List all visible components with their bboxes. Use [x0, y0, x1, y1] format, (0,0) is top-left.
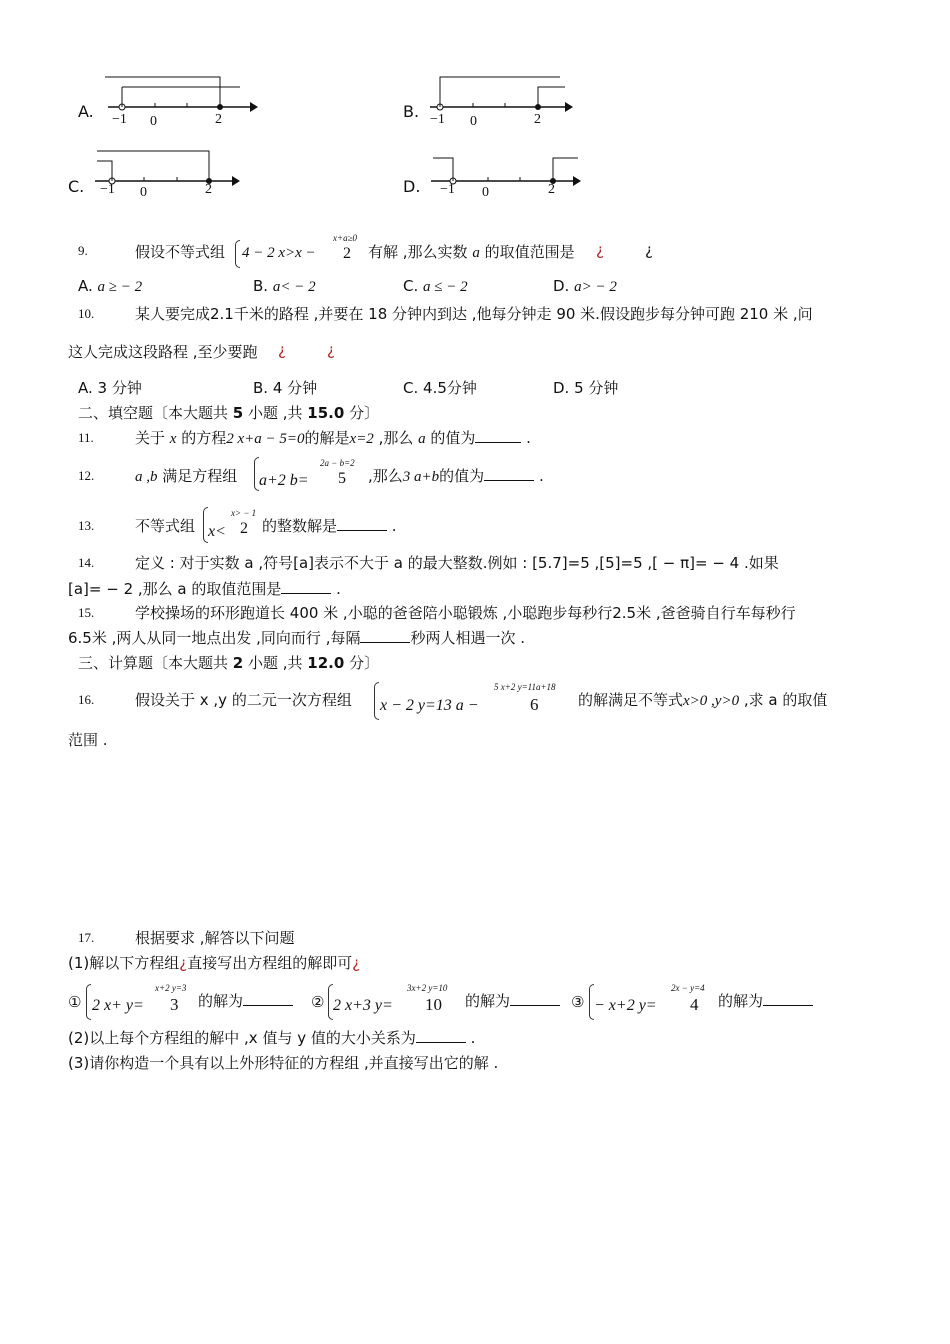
- q10-line2: 这人完成这段路程 ,至少要跑: [68, 343, 258, 361]
- system-main-row: a+2 b=: [259, 472, 309, 489]
- tick-label: 2: [534, 112, 541, 127]
- system-top-row: 2a − b=2: [320, 458, 355, 468]
- answer-blank[interactable]: [337, 529, 387, 531]
- system-top-row: x+a≥0: [333, 233, 358, 243]
- question-number: 14.: [78, 555, 95, 570]
- fraction-denominator: 10: [425, 995, 442, 1014]
- circled-mark: ②: [311, 993, 325, 1011]
- tick-label: 0: [140, 185, 147, 200]
- answer-blank[interactable]: [484, 479, 534, 481]
- circled-mark: ③: [571, 993, 585, 1011]
- system-top-row: 3x+2 y=10: [407, 983, 448, 993]
- question-number: 12.: [78, 468, 95, 483]
- question-number: 9.: [78, 243, 88, 258]
- system-brace: [374, 682, 379, 720]
- question-number: 15.: [78, 605, 95, 620]
- tick-label: −1: [100, 182, 115, 197]
- fraction-denominator: 2: [343, 245, 351, 262]
- q14-line1: 定义 : 对于实数 a ,符号[a]表示不大于 a 的最大整数.例如 : [5.7]=5 ,[5]=5 ,[ − π]= − 4 .如果: [135, 554, 779, 572]
- q16-tail: 的解满足不等式x>0 ,y>0 ,求 a 的取值: [578, 691, 828, 709]
- tick-label: 0: [482, 185, 489, 200]
- number-line-b: [425, 70, 580, 132]
- answer-blank[interactable]: [360, 641, 410, 643]
- system-main-row: x<: [208, 523, 226, 540]
- q14-line2: [a]= − 2 ,那么 a 的取值范围是 .: [68, 580, 341, 598]
- system-brace: [86, 984, 91, 1020]
- q16-lead: 假设关于 x ,y 的二元一次方程组: [135, 691, 352, 709]
- answer-blank[interactable]: [416, 1041, 466, 1043]
- system-main-row: 4 − 2 x>x −: [242, 245, 316, 261]
- q10-option-a[interactable]: A. 3 分钟: [78, 379, 142, 397]
- q10-option-b[interactable]: B. 4 分钟: [253, 379, 318, 397]
- system-top-row: 2x − y=4: [671, 983, 705, 993]
- system-answer: 的解为: [718, 990, 813, 1011]
- question-number: 10.: [78, 306, 95, 321]
- q12-tail: ,那么3 a+b的值为 .: [368, 467, 544, 485]
- circled-mark: ①: [68, 993, 82, 1011]
- tick-label: 2: [548, 182, 555, 197]
- question-number: 16.: [78, 692, 95, 707]
- q15-line2: 6.5米 ,两人从同一地点出发 ,同向而行 ,每隔 秒两人相遇一次 .: [68, 629, 526, 647]
- answer-blank[interactable]: [510, 1004, 560, 1006]
- q10-line1: 某人要完成2.1千米的路程 ,并要在 18 分钟内到达 ,他每分钟走 90 米.假设跑步每分钟可跑 210 米 ,问: [135, 305, 813, 323]
- placeholder-glyph: ¿: [327, 341, 335, 359]
- system-top-row: x+2 y=3: [155, 983, 187, 993]
- section-heading: 三、计算题〔本大题共 2 小题 ,共 12.0 分〕: [78, 654, 380, 672]
- answer-blank[interactable]: [475, 441, 521, 443]
- answer-blank[interactable]: [281, 592, 331, 594]
- tick-label: 0: [470, 114, 477, 129]
- option-a-label[interactable]: A.: [78, 102, 94, 121]
- system-main-row: 2 x+ y=: [92, 997, 144, 1014]
- q13-lead: 不等式组: [135, 517, 196, 535]
- option-c-label[interactable]: C.: [68, 177, 85, 196]
- q9-option-a[interactable]: A. a ≥ − 2: [78, 277, 143, 295]
- tick-label: −1: [440, 182, 455, 197]
- q9-option-d[interactable]: D. a> − 2: [553, 277, 617, 295]
- q9-option-b[interactable]: B. a< − 2: [253, 277, 316, 295]
- tick-label: 2: [215, 112, 222, 127]
- answer-blank[interactable]: [763, 1004, 813, 1006]
- q9-option-c[interactable]: C. a ≤ − 2: [403, 277, 468, 295]
- placeholder-glyph: ¿: [596, 241, 604, 259]
- system-main-row: − x+2 y=: [594, 997, 657, 1014]
- tick-label: −1: [430, 112, 445, 127]
- q9-suffix: 有解 ,那么实数 a 的取值范围是: [368, 243, 575, 261]
- system-answer: 的解为: [198, 990, 293, 1011]
- q10-option-d[interactable]: D. 5 分钟: [553, 379, 619, 397]
- fraction-denominator: 2: [240, 520, 248, 537]
- q17-part2: (2)以上每个方程组的解中 ,x 值与 y 值的大小关系为 .: [68, 1029, 476, 1047]
- number-line-d: [428, 146, 588, 208]
- section-heading: 二、填空题〔本大题共 5 小题 ,共 15.0 分〕: [78, 404, 380, 422]
- system-answer: 的解为: [465, 990, 560, 1011]
- system-main-row: x − 2 y=13 a −: [380, 697, 479, 714]
- fraction-denominator: 5: [338, 470, 346, 487]
- question-number: 17.: [78, 930, 95, 945]
- system-top-row: x> − 1: [231, 508, 257, 518]
- q17-part1: (1)解以下方程组¿直接写出方程组的解即可¿: [68, 954, 361, 972]
- number-line-c: [92, 146, 247, 208]
- q9-prefix: 假设不等式组: [135, 243, 226, 261]
- q10-option-c[interactable]: C. 4.5分钟: [403, 379, 477, 397]
- tick-label: −1: [112, 112, 127, 127]
- question-number: 13.: [78, 518, 95, 533]
- q11-text: 关于 x 的方程2 x+a − 5=0的解是x=2 ,那么 a 的值为 .: [135, 429, 531, 447]
- q17-title: 根据要求 ,解答以下问题: [135, 929, 295, 947]
- system-top-row: 5 x+2 y=11a+18: [494, 682, 556, 692]
- q17-part3: (3)请你构造一个具有以上外形特征的方程组 ,并直接写出它的解 .: [68, 1054, 499, 1072]
- placeholder-glyph: ¿: [278, 341, 286, 359]
- fraction-denominator: 6: [530, 695, 539, 714]
- q16-line2: 范围 .: [68, 731, 108, 749]
- option-b-label[interactable]: B.: [403, 102, 420, 121]
- answer-blank[interactable]: [243, 1004, 293, 1006]
- fraction-denominator: 3: [170, 995, 179, 1014]
- placeholder-glyph: ¿: [645, 241, 653, 259]
- tick-label: 0: [150, 114, 157, 129]
- tick-label: 2: [205, 182, 212, 197]
- fraction-denominator: 4: [690, 995, 699, 1014]
- q13-tail: 的整数解是 .: [262, 517, 397, 535]
- q15-line1: 学校操场的环形跑道长 400 米 ,小聪的爸爸陪小聪锻炼 ,小聪跑步每秒行2.5米 ,爸爸骑自行车每秒行: [135, 604, 796, 622]
- system-main-row: 2 x+3 y=: [333, 997, 393, 1014]
- option-d-label[interactable]: D.: [403, 177, 421, 196]
- q12-lead: a ,b 满足方程组: [135, 467, 238, 485]
- question-number: 11.: [78, 430, 94, 445]
- system-brace: [235, 240, 240, 268]
